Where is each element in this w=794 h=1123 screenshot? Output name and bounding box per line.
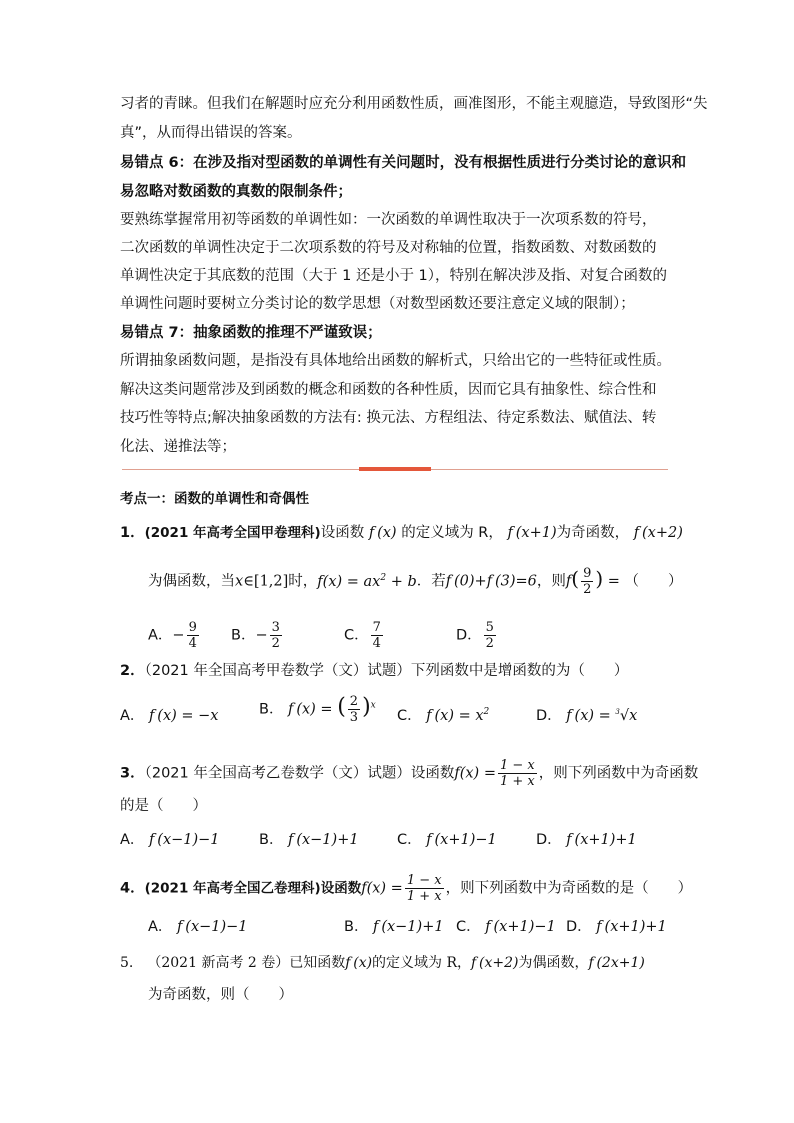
option-b-minus: − [255,627,268,644]
option-a-expr: f (x−1)−1 [172,919,248,935]
q1-fraction-9-2: $\frac{9}{2}$ [583,566,592,597]
q1-expr-query: f [565,573,572,590]
option-b-paren-open: ( [337,694,346,720]
option-a-value: $\frac{9}{4}$ [188,620,197,651]
option-c-label: C． [397,832,422,848]
question-1-text-4: 为偶函数，当 [148,573,235,590]
question-3-option-b[interactable] [259,828,359,849]
question-1-option-b[interactable] [231,620,284,651]
option-b-label: B． [259,701,284,718]
question-1-text-6: ．若 [416,573,446,590]
question-5-text-2: 的定义域为 R， [372,955,472,971]
option-c-expr: f (x+1)−1 [421,832,497,848]
question-4-text-2: ，则下列函数中为奇函数的是（ ） [445,880,693,897]
option-b-frac: $\frac{2}{3}$ [349,694,359,725]
option-c-label: C． [456,919,481,935]
question-4-option-d[interactable] [566,915,667,936]
section-title: 考点一：函数的单调性和奇偶性 [120,491,309,507]
question-1-number: 1． [120,525,145,541]
q1-paren-open: ( [571,566,580,591]
option-d-expr: f (x) = $^3$√x [561,708,638,724]
option-a-label: A． [120,832,145,848]
question-1-text-7: ，则 [536,573,566,590]
pitfall-6-body-1: 要熟练掌握常用初等函数的单调性如：一次函数的单调性取决于一次项系数的符号， [120,212,657,228]
question-3-number: 3． [120,765,145,782]
option-c-value: $\frac{7}{4}$ [372,620,381,651]
pitfall-6-title-2: 易忽略对数函数的真数的限制条件； [120,184,352,200]
question-3-text-1: （2021 年全国高考乙卷数学（文）试题）设函数 [144,765,455,782]
option-c-expr: f $(x) = x^2$ [421,707,490,724]
option-b-expr: f (x−1)+1 [283,832,359,848]
option-d-value: $\frac{5}{2}$ [485,620,494,651]
option-a-minus: − [172,627,185,644]
option-a-expr: f (x) = −x [144,708,219,724]
q5-expr-fx2: f (x+2) [471,955,519,971]
question-2-stem [120,661,628,681]
option-a-label: A． [148,919,173,935]
q1-expr-domain: x [235,573,244,590]
question-1-line-2 [148,566,683,597]
q5-expr-f2x1: f (2x+1) [588,955,645,971]
question-3-option-c[interactable] [397,828,497,849]
question-3-stem [120,758,698,789]
question-1-source: (2021 年高考全国甲卷理科) [144,525,321,541]
question-4-option-a[interactable] [148,915,248,936]
question-3-option-d[interactable] [536,828,637,849]
q1-expr-cond: f (0)+f (3)=6 [445,573,537,590]
pitfall-6-body-3: 单调性决定于其底数的范围（大于 1 还是小于 1），特别在解决涉及指、对复合函数的 [120,268,668,284]
q1-expr-fx: f (x) [364,525,402,541]
intro-line-2: 真”，从而得出错误的答案。 [120,125,302,141]
option-b-exp: x [370,700,376,711]
q1-expr-fx2: f (x+2) [629,525,683,541]
pitfall-7-title: 易错点 7：抽象函数的推理不严谨致误； [120,325,382,341]
option-a-label: A． [120,708,145,724]
option-c-label: C． [344,627,369,644]
question-5-text-3: 为偶函数， [518,955,589,971]
question-5-number: 5. [120,955,134,971]
option-b-expr: f (x) = [283,701,338,718]
question-4-option-b[interactable] [344,915,444,936]
option-c-label: C． [397,708,422,724]
question-4-text-1: (2021 年高考全国乙卷理科)设函数 [144,880,362,897]
q4-fraction: $\frac{1 - x}{1 + x}$ [406,873,442,904]
pitfall-7-body-1: 所谓抽象函数问题，是指没有具体地给出函数的解析式，只给出它的一些特征或性质。 [120,353,671,369]
pitfall-7-body-4: 化法、递推法等； [120,439,236,455]
pitfall-7-body-2: 解决这类问题常涉及到函数的概念和函数的各种性质，因而它具有抽象性、综合性和 [120,382,657,398]
option-b-label: B． [231,627,256,644]
option-d-label: D． [456,627,482,644]
question-1-option-c[interactable] [344,620,385,651]
option-c-expr: f (x+1)−1 [480,919,556,935]
pitfall-6-body-2: 二次函数的单调性决定于二次项系数的符号及对称轴的位置，指数函数、对数函数的 [120,240,657,256]
option-d-expr: f (x+1)+1 [591,919,667,935]
option-a-label: A． [148,627,173,644]
intro-line-1: 习者的青睐。但我们在解题时应充分利用函数性质，画准图形，不能主观臆造，导致图形“失 [120,96,708,112]
option-b-value: $\frac{3}{2}$ [271,620,280,651]
question-1-option-d[interactable] [456,620,498,651]
question-1-blank: （ ） [624,573,683,590]
question-2-number: 2． [120,663,145,679]
option-b-label: B． [344,919,369,935]
pitfall-7-body-3: 技巧性等特点;解决抽象函数的方法有: 换元法、方程组法、待定系数法、赋值法、转 [120,410,657,426]
option-a-expr: f (x−1)−1 [144,832,220,848]
question-5-stem-2: 为奇函数，则（ ） [148,987,293,1003]
option-d-label: D． [536,708,562,724]
option-d-expr: f (x+1)+1 [561,832,637,848]
q1-expr-fx1: f (x+1) [502,525,557,541]
question-3-text-2: ，则下列函数中为奇函数 [538,765,699,782]
question-4-stem [120,873,692,904]
option-b-expr: f (x−1)+1 [368,919,444,935]
q1-expr-interval: ∈[1,2] [243,573,289,590]
question-5-text-1: （2021 新高考 2 卷）已知函数 [147,955,346,971]
question-2-option-c[interactable] [397,704,489,725]
question-2-option-d[interactable] [536,704,637,725]
pitfall-6-body-4: 单调性问题时要树立分类讨论的数学思想（对数型函数还要注意定义域的限制）； [120,296,635,312]
question-2-option-b[interactable] [259,694,376,725]
question-3-stem-2: 的是（ ） [120,798,207,814]
pitfall-6-title-1: 易错点 6：在涉及指对型函数的单调性有关问题时，没有根据性质进行分类讨论的意识和 [120,155,687,171]
option-b-label: B． [259,832,284,848]
question-1-text-2: 的定义域为 R， [401,525,503,541]
q4-expr: f(x) = [361,880,403,897]
question-1-option-a[interactable] [148,620,201,651]
option-d-label: D． [566,919,592,935]
q1-expr-def: $f(x) = ax^2 + b$ [317,572,417,590]
question-4-number: 4． [120,880,145,897]
question-1-text-5: 时， [288,573,318,590]
question-1-text-1: 设函数 [320,525,365,541]
option-b-paren-close: ) [362,694,371,720]
q3-expr: f(x) = [454,765,496,782]
question-4-option-c[interactable] [456,915,556,936]
question-5-stem [120,953,645,973]
q5-expr-fx: f (x) [345,955,373,971]
question-2-text: （2021 年全国高考甲卷数学（文）试题）下列函数中是增函数的为（ ） [144,663,629,679]
section-divider-accent [359,467,431,471]
q3-fraction: $\frac{1 - x}{1 + x}$ [499,758,535,789]
q1-equals: = [603,573,625,590]
q1-paren-close: ) [595,566,604,591]
question-2-option-a[interactable] [120,704,218,725]
option-d-label: D． [536,832,562,848]
question-1-line-1 [120,523,683,543]
question-3-option-a[interactable] [120,828,220,849]
question-1-text-3: 为奇函数， [556,525,630,541]
